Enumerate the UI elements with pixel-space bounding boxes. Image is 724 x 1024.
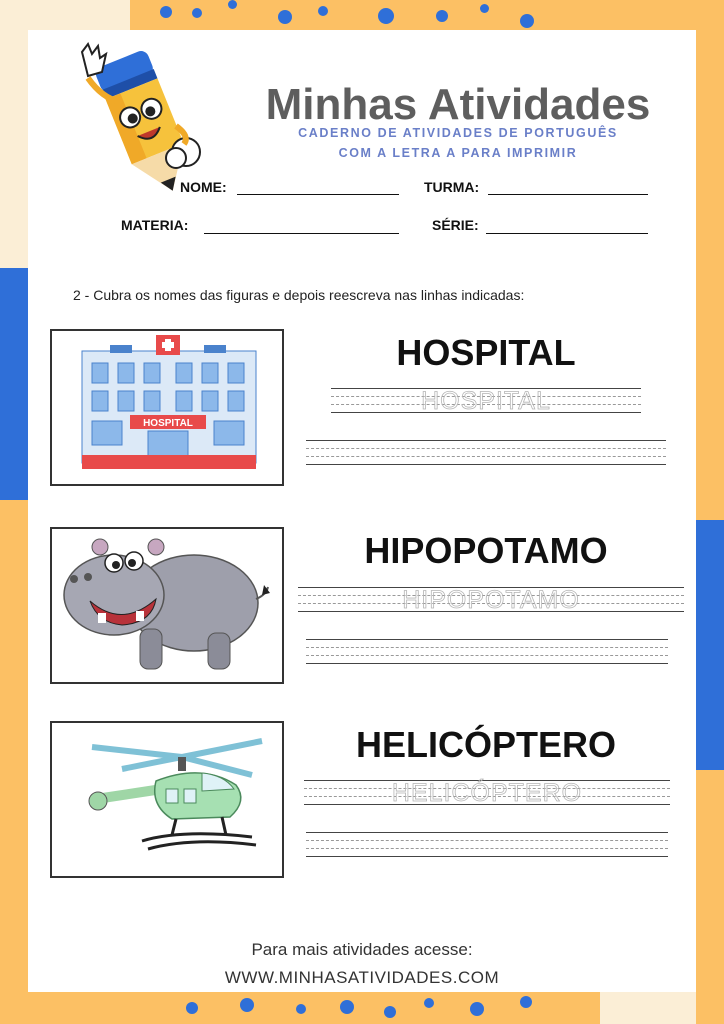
materia-label: MATERIA:	[121, 217, 189, 233]
bg-orange-top	[130, 0, 724, 32]
dot	[378, 8, 394, 24]
helicopter-icon	[52, 723, 282, 876]
word-helicoptero: HELICÓPTERO	[355, 724, 616, 765]
pencil-mascot-icon	[58, 40, 218, 202]
hospital-image-box	[50, 329, 284, 486]
dot	[278, 10, 292, 24]
hippo-icon	[52, 529, 282, 682]
footer-website-link[interactable]: WWW.MINHASATIVIDADES.COM	[224, 968, 500, 987]
dot	[160, 6, 172, 18]
dot	[228, 0, 237, 9]
dot	[340, 1000, 354, 1014]
dot	[436, 10, 448, 22]
dot	[470, 1002, 484, 1016]
dot	[384, 1006, 396, 1018]
bg-orange-right	[696, 0, 724, 1024]
serie-field[interactable]	[486, 233, 648, 234]
writing-line-helicoptero[interactable]	[306, 832, 668, 857]
dot	[186, 1002, 198, 1014]
dot	[520, 996, 532, 1008]
trace-guide-helicoptero	[304, 780, 670, 805]
turma-field[interactable]	[488, 194, 648, 195]
materia-field[interactable]	[204, 233, 399, 234]
bg-blue-left	[0, 268, 28, 500]
dot	[296, 1004, 306, 1014]
trace-guide-hipopotamo	[298, 587, 684, 612]
hospital-sign-text: HOSPITAL	[143, 418, 193, 429]
trace-text-hospital: HOSPITAL	[421, 387, 551, 415]
dot	[318, 6, 328, 16]
dot	[192, 8, 202, 18]
trace-text-helicoptero: HELICÓPTERO	[391, 779, 583, 807]
page-subtitle-line2: COM A LETRA A PARA IMPRIMIR	[338, 146, 578, 160]
helicoptero-image-box	[50, 721, 284, 878]
dot	[480, 4, 489, 13]
writing-line-hipopotamo[interactable]	[306, 639, 668, 664]
nome-field[interactable]	[237, 194, 399, 195]
page-title: Minhas Atividades	[265, 80, 651, 129]
instruction-text: 2 - Cubra os nomes das figuras e depois reescreva nas linhas indicadas:	[73, 287, 525, 303]
turma-label: TURMA:	[424, 179, 480, 195]
nome-label: NOME:	[180, 179, 227, 195]
word-hipopotamo: HIPOPOTAMO	[364, 530, 608, 571]
trace-text-hipopotamo: HIPOPOTAMO	[402, 586, 580, 614]
footer-line1: Para mais atividades acesse:	[251, 940, 473, 959]
bg-blue-right	[696, 520, 724, 770]
trace-guide-hospital	[331, 388, 641, 413]
writing-line-hospital[interactable]	[306, 440, 666, 465]
word-hospital: HOSPITAL	[396, 332, 576, 373]
dot	[424, 998, 434, 1008]
hipopotamo-image-box	[50, 527, 284, 684]
serie-label: SÉRIE:	[432, 217, 479, 233]
dot	[240, 998, 254, 1012]
hospital-icon	[52, 331, 282, 484]
page-subtitle-line1: CADERNO DE ATIVIDADES DE PORTUGUÊS	[298, 126, 618, 140]
dot	[520, 14, 534, 28]
